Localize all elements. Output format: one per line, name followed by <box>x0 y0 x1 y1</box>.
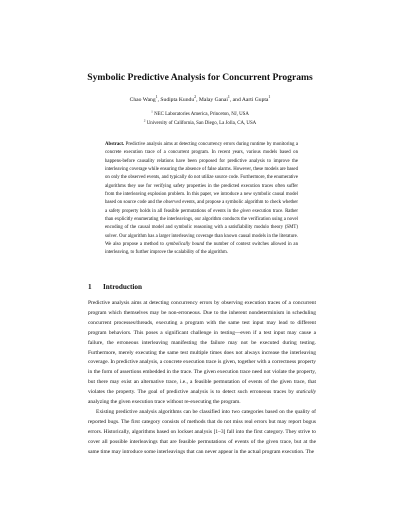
affiliation <box>0 117 400 129</box>
text-run: Predictive analysis aims at detecting concurrency errors during runtime by monitoring a concrete execution trace of a concurrent program. In recent years, various models based on happens-before causality relations have been proposed for predictive analysis to improve the interleaving coverage while ensuring the absence of false alarms. However, these models are based on only the observed events, and typically do not utilize source code. Furthermore, the enumerative algorithms they use for verifying safety properties in the predicted execution traces often suffer from the interleaving explosion problem. In this paper, we introduce a new symbolic causal model based on source code and the <box>105 142 298 206</box>
affiliation-text: NEC Laboratories America, Princeton, NJ, USA <box>154 112 249 117</box>
text-run: Predictive analysis aims at detecting concurrency errors by observing execution traces of a concurrent program which themselves may be non-erroneous. Due to the inherent nondeterminism in scheduling concurrent processes/threads, executing a program with the same test input may lead to different program behaviors. This poses a significant challenge in testing—even if a test input may cause a failure, the erroneous interleaving manifesting the failure may not be executed during testing. Furthermore, merely executing the same test multiple times does not always increase the interleaving coverage. In predictive analysis, a concrete execution trace is given, together with a correctness property in the form of assertions embedded in the trace. The given execution trace need not violate the property, but there may exist an alternative trace, i.e., a feasible permutation of events of the given trace, that violates the property. The goal of predictive analysis is to detect such erroneous traces by <box>88 300 316 396</box>
affiliation <box>0 111 400 120</box>
section-heading <box>88 283 142 291</box>
author-affiliation-mark: 1 <box>268 95 271 100</box>
author-separator: , <box>196 97 199 103</box>
paper-title: Symbolic Predictive Analysis for Concurrent Programs <box>87 72 313 83</box>
emphasized-text: statically <box>296 389 316 396</box>
text-run: execution trace. Rather than explicitly enumerating the interleavings, our algorithm conducts the verification using a novel encoding of the causal model and symbolic reasoning with a satisfiability modulo theory (SMT) solver. Our algorithm has a larger interleaving coverage than known causal models in the literature. We also propose a method to <box>105 208 298 248</box>
section-title: Introduction <box>103 283 143 291</box>
author-name: Malay Ganai <box>198 97 228 103</box>
author-affiliation-mark: 1 <box>155 95 158 100</box>
affiliation-mark: 1 <box>151 109 153 114</box>
author-separator: , and <box>229 97 242 103</box>
author-affiliation-mark: 1 <box>227 95 230 100</box>
section-body <box>88 299 316 458</box>
text-run: the number of context switches allowed in an interleaving, to further improve the scalability of the algorithm. <box>105 242 298 256</box>
author-name: Aarti Gupta <box>241 97 269 103</box>
emphasized-text: symbolically bound <box>165 242 205 248</box>
affiliation-mark: 2 <box>143 117 146 122</box>
abstract-label: Abstract. <box>105 142 125 147</box>
author-name: Chao Wang <box>129 97 156 103</box>
emphasized-text: given <box>240 208 251 214</box>
abstract <box>105 141 298 258</box>
text-run: Existing predictive analysis algorithms can be classified into two categories based on the quality of reported bugs. The first category consists of methods that do not miss real errors but may report bogus errors. Historically, algorithms based on lockset analysis [1–3] fall into the first category. They strive to cover all possible interleavings that are feasible permutations of events of the given trace, but at the same time may introduce some interleavings that can never appear in the actual program execution. The <box>88 408 316 455</box>
abstract-body <box>105 142 298 255</box>
author-separator: , <box>157 97 161 103</box>
text-run: events, and propose a symbolic algorithm to check whether a safety property holds in all feasible permutations of events in the <box>105 200 299 214</box>
body-paragraph <box>88 299 316 408</box>
author-affiliation-mark: 2 <box>194 95 197 100</box>
body-paragraph <box>88 408 316 458</box>
author-list <box>0 97 400 103</box>
affiliation-text: University of California, San Diego, La Jolla, CA, USA <box>146 120 257 126</box>
author-name: Sudipta Kundu <box>160 97 195 103</box>
emphasized-text: observed <box>163 200 181 206</box>
affiliation-list <box>0 111 400 128</box>
text-run: analyzing the given execution trace without re-executing the program. <box>88 399 241 406</box>
section-number: 1 <box>88 283 92 291</box>
